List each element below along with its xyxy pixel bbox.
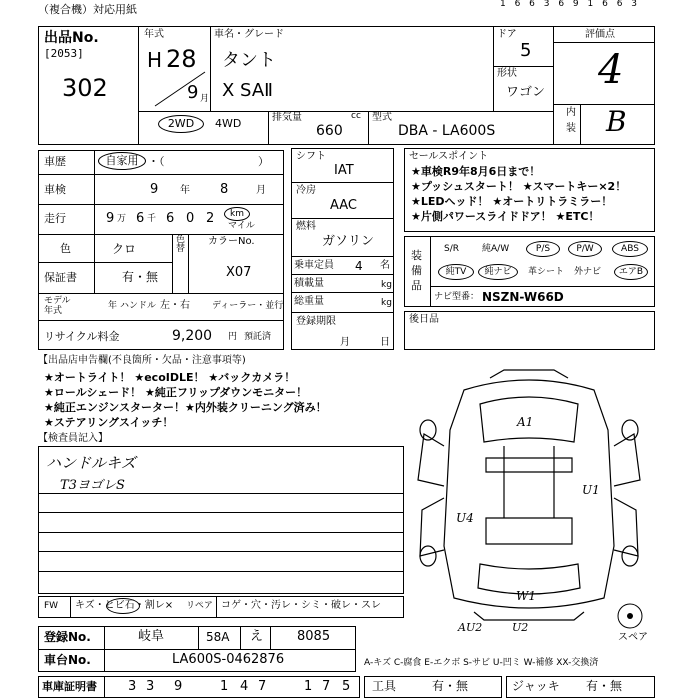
inspection-year: 9 bbox=[150, 182, 159, 197]
sales-point-line-2: ★プッシュスタート！ ★スマートキー×2！ bbox=[411, 180, 627, 193]
ac-value: AAC bbox=[330, 198, 357, 213]
notes-label: 【出品店申告欄(不良箇所・欠品・注意事項等) bbox=[38, 355, 246, 366]
top-frame bbox=[38, 26, 655, 145]
damage-u1: U1 bbox=[582, 483, 600, 497]
check-circle-mark bbox=[106, 598, 140, 614]
score-value: 4 bbox=[598, 47, 624, 93]
period-day: 日 bbox=[380, 337, 390, 348]
chassis-number: LA600S-0462876 bbox=[172, 652, 285, 667]
displacement-unit: cc bbox=[351, 111, 361, 121]
cert-digit-2: 3 bbox=[146, 679, 155, 694]
history-close: ） bbox=[258, 155, 269, 168]
drive-2wd: 2WD bbox=[158, 115, 204, 133]
damage-au2: AU2 bbox=[458, 621, 483, 634]
model-row-dealer: ディーラー・並行 bbox=[212, 301, 284, 311]
grade-name: X SAⅡ bbox=[222, 80, 273, 101]
cert-digit-7: 1 bbox=[304, 679, 313, 694]
warranty-value: 有・無 bbox=[122, 270, 159, 284]
navi-model: NSZN-W66D bbox=[482, 290, 564, 304]
inspector-label: 【検査員記入】 bbox=[38, 433, 108, 444]
fuel-label: 燃料 bbox=[296, 221, 316, 232]
model-code-value: DBA - LA600S bbox=[398, 123, 496, 139]
equip-alloy: 純A/W bbox=[482, 244, 510, 254]
equip-ext-navi: 外ナビ bbox=[574, 267, 602, 277]
equipment-label: 装備品 bbox=[411, 249, 422, 292]
period-label: 登録期限 bbox=[296, 316, 336, 327]
inspector-line-2: T3ヨゴレS bbox=[60, 478, 125, 493]
equip-pw: P/W bbox=[568, 241, 602, 257]
shape-value: ワゴン bbox=[506, 85, 546, 100]
cert-digit-5: 4 bbox=[240, 679, 249, 694]
year-month: 9 bbox=[187, 82, 199, 103]
top-number-strip: 1 6 6 3 6 9 1 6 6 3 bbox=[500, 0, 641, 9]
model-row-year: 年 bbox=[108, 301, 118, 311]
equip-sr: S/R bbox=[444, 244, 459, 254]
cert-digit-9: 5 bbox=[342, 679, 351, 694]
model-row-handle: ハンドル bbox=[120, 301, 157, 311]
cert-digit-3: 9 bbox=[174, 679, 183, 694]
spare-label: スペア bbox=[618, 632, 648, 643]
inspection-month-unit: 月 bbox=[256, 185, 266, 196]
interior-label-2: 装 bbox=[566, 123, 576, 134]
navi-label: ナビ型番： bbox=[434, 292, 480, 302]
color-label: 色 bbox=[60, 242, 71, 255]
color-change-label: 色替 bbox=[176, 235, 186, 254]
equip-ps: P/S bbox=[526, 241, 560, 257]
year-month-unit: 月 bbox=[200, 94, 210, 104]
registration-region: 岐阜 bbox=[138, 629, 165, 644]
load-unit: kg bbox=[381, 280, 392, 290]
jack-value: 有・無 bbox=[586, 679, 623, 693]
doors-value: 5 bbox=[520, 40, 532, 61]
mileage-d1: 9 bbox=[106, 211, 115, 226]
mileage-u2: 千 bbox=[147, 214, 157, 224]
inspector-line-1: ハンドルキズ bbox=[46, 454, 136, 472]
history-open: ・（ bbox=[148, 155, 165, 168]
history-value: 自家用 bbox=[98, 152, 146, 170]
damage-a1: A1 bbox=[517, 415, 534, 429]
color-value: クロ bbox=[112, 242, 137, 256]
warranty-label: 保証書 bbox=[44, 271, 77, 284]
mileage-u1: 万 bbox=[117, 214, 127, 224]
shift-value: IAT bbox=[334, 163, 354, 178]
cert-digit-1: 3 bbox=[128, 679, 137, 694]
mileage-d3: 6 bbox=[166, 211, 175, 226]
check-repair: リペア bbox=[186, 601, 213, 611]
registration-number: 8085 bbox=[297, 629, 331, 644]
jack-label: ジャッキ bbox=[512, 679, 560, 693]
model-code-label: 型式 bbox=[372, 112, 392, 123]
sheet-type-label: （複合機）対応用紙 bbox=[38, 3, 137, 16]
damage-w1: W1 bbox=[516, 589, 536, 603]
equip-leather: 革シート bbox=[528, 267, 565, 277]
sales-points-label: セールスポイント bbox=[409, 151, 489, 162]
interior-score: B bbox=[606, 105, 627, 138]
check-fw: FW bbox=[44, 601, 59, 611]
mileage-d4: 0 bbox=[186, 211, 195, 226]
sales-point-line-4: ★片側パワースライドドア！ ★ETC！ bbox=[411, 210, 600, 223]
check-items: キズ・ヒビ石・割レ× bbox=[75, 600, 174, 611]
equip-tv: 純TV bbox=[438, 264, 474, 280]
note-line-4: ★ステアリングスイッチ！ bbox=[44, 416, 174, 429]
registration-label: 登録No. bbox=[44, 630, 91, 644]
model-name: タント bbox=[222, 50, 276, 71]
equip-abs: ABS bbox=[612, 241, 648, 257]
ac-label: 冷房 bbox=[296, 185, 316, 196]
model-row-label-1: モデル bbox=[44, 296, 71, 306]
note-line-2: ★ロールシェード！ ★純正フリップダウンモニター！ bbox=[44, 386, 308, 399]
recycle-unit: 円 bbox=[228, 332, 238, 342]
doors-label: ドア bbox=[497, 29, 517, 40]
note-line-1: ★オートライト！ ★ecoIDLE！ ★バックカメラ！ bbox=[44, 371, 296, 384]
note-line-3: ★純正エンジンスターター！★内外装クリーニング済み！ bbox=[44, 401, 327, 414]
after-fit-box bbox=[404, 311, 655, 350]
model-row-lr: 左・右 bbox=[160, 300, 190, 311]
year-value: 28 bbox=[166, 45, 197, 73]
recycle-label: リサイクル料金 bbox=[44, 330, 120, 343]
mileage-label: 走行 bbox=[44, 212, 66, 225]
chassis-label: 車台No. bbox=[44, 653, 91, 667]
displacement-value: 660 bbox=[316, 123, 343, 139]
inspection-label: 車検 bbox=[44, 183, 66, 196]
damage-u2: U2 bbox=[512, 621, 529, 634]
registration-kana: え bbox=[250, 629, 264, 644]
capacity-value: 4 bbox=[355, 259, 363, 273]
cert-digit-6: 7 bbox=[258, 679, 267, 694]
history-label: 車歴 bbox=[44, 155, 66, 168]
displacement-label: 排気量 bbox=[272, 112, 302, 123]
lot-number: 302 bbox=[62, 74, 108, 102]
capacity-unit: 名 bbox=[380, 260, 390, 271]
period-month: 月 bbox=[340, 337, 350, 348]
sales-point-line-1: ★車検R9年8月6日まで！ bbox=[411, 165, 541, 178]
inspection-year-unit: 年 bbox=[180, 185, 190, 196]
fuel-value: ガソリン bbox=[322, 234, 375, 249]
equip-navi: 純ナビ bbox=[478, 264, 518, 280]
mileage-d5: 2 bbox=[206, 211, 215, 226]
recycle-note: 預託済 bbox=[244, 332, 272, 342]
tools-label: 工具 bbox=[372, 679, 397, 693]
score-label: 評価点 bbox=[585, 29, 615, 40]
damage-u4: U4 bbox=[456, 511, 474, 525]
cert-digit-8: 7 bbox=[322, 679, 331, 694]
weight-unit: kg bbox=[381, 298, 392, 308]
year-label: 年式 bbox=[144, 29, 164, 40]
damage-legend: A-キズ C-腐食 E-エクボ S-サビ U-凹ミ W-補修 XX-交換済 bbox=[364, 658, 599, 668]
after-fit-label: 後日品 bbox=[409, 314, 439, 325]
tools-value: 有・無 bbox=[432, 679, 469, 693]
mileage-unit-km: km bbox=[224, 207, 250, 221]
inspection-month: 8 bbox=[220, 182, 229, 197]
mileage-d2: 6 bbox=[136, 211, 145, 226]
capacity-label: 乗車定員 bbox=[294, 260, 334, 271]
recycle-value: 9,200 bbox=[172, 328, 213, 344]
year-era: H bbox=[147, 48, 163, 72]
shape-label: 形状 bbox=[497, 68, 517, 79]
model-row-label-2: 年式 bbox=[44, 306, 63, 316]
color-code: X07 bbox=[226, 265, 252, 280]
color-code-label: カラーNo. bbox=[208, 236, 255, 247]
registration-class: 58A bbox=[206, 630, 230, 644]
shift-label: シフト bbox=[296, 151, 326, 162]
interior-label-1: 内 bbox=[566, 107, 576, 118]
check-tags: コゲ・穴・汚レ・シミ・破レ・スレ bbox=[221, 600, 381, 611]
equip-airbag: エアB bbox=[614, 264, 648, 280]
load-label: 積載量 bbox=[294, 278, 324, 289]
sales-point-line-3: ★LEDヘッド！ ★オートリトラミラー！ bbox=[411, 195, 613, 208]
spare-wheel-icon bbox=[616, 602, 644, 630]
name-label: 車名・グレード bbox=[214, 29, 284, 40]
lot-label: 出品No. bbox=[44, 30, 99, 46]
weight-label: 総重量 bbox=[294, 296, 324, 307]
drive-4wd: 4WD bbox=[215, 117, 242, 130]
cert-digit-4: 1 bbox=[220, 679, 229, 694]
certificate-label: 車庫証明書 bbox=[42, 680, 97, 693]
lot-stamp: [2053] bbox=[44, 47, 84, 60]
mileage-unit-mile: マイル bbox=[228, 221, 255, 231]
